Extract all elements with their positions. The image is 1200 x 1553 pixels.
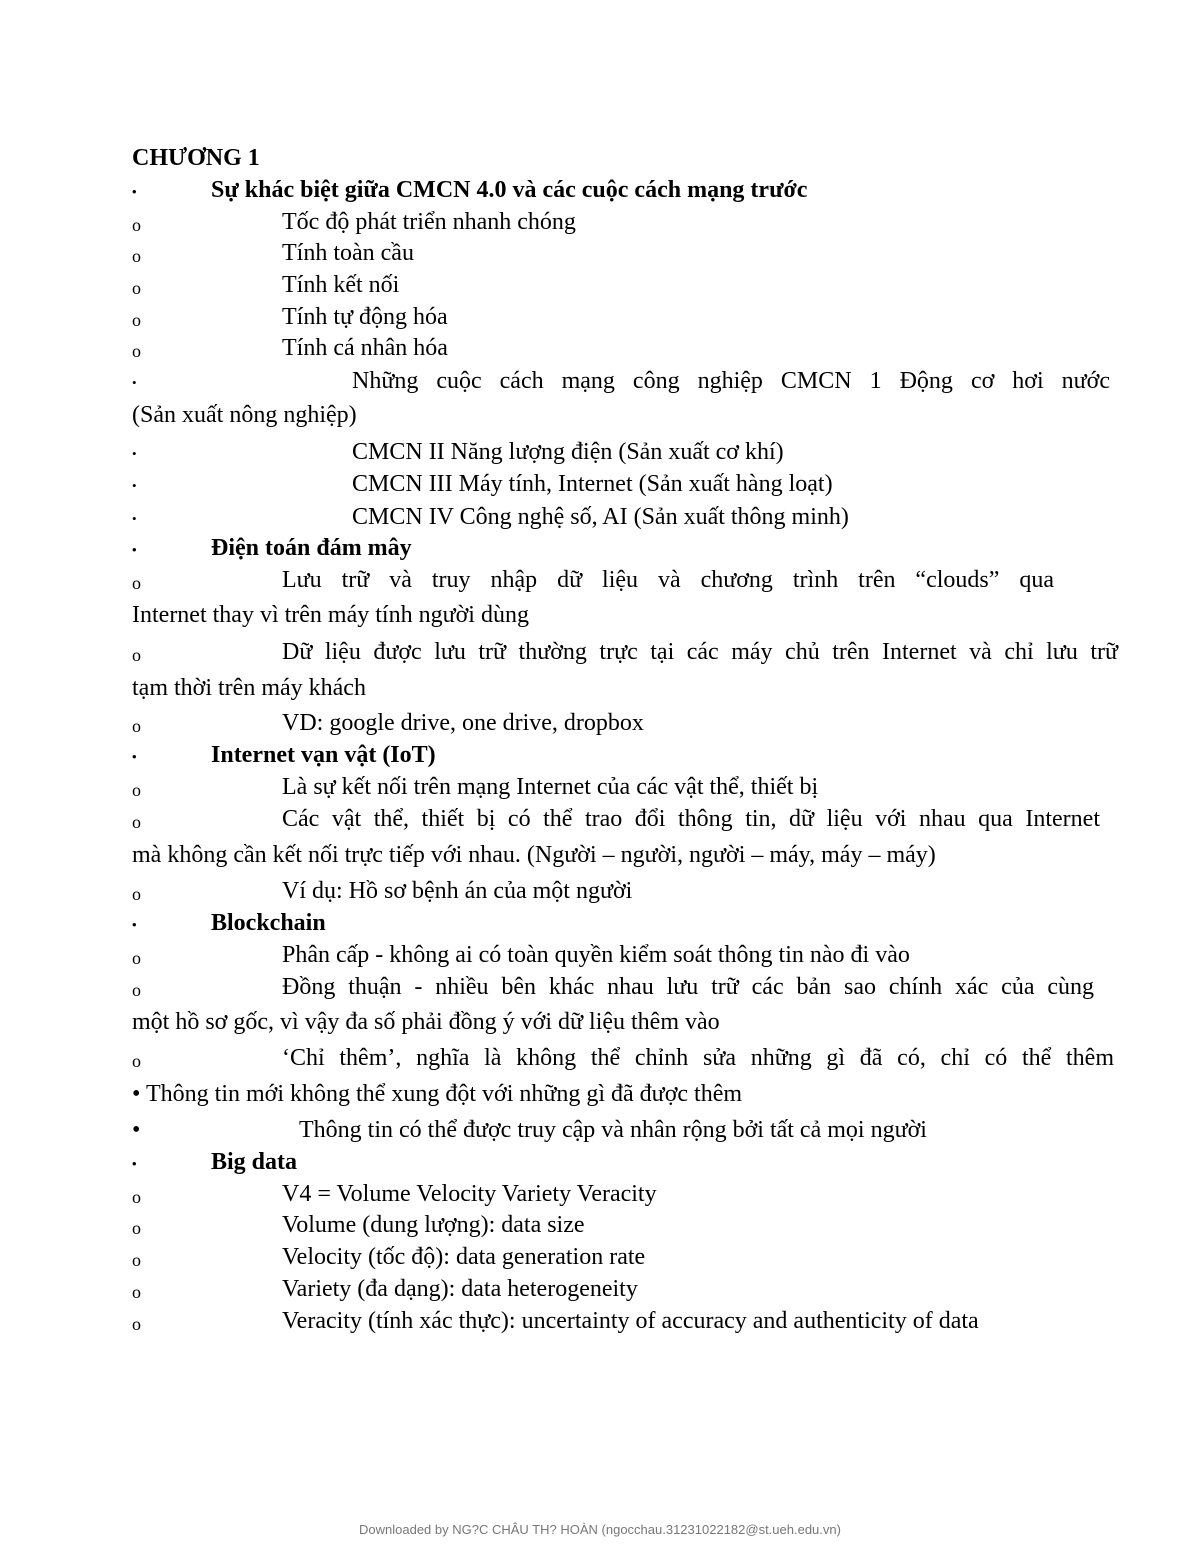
- list-item-continuation: (Sản xuất nông nghiệp): [132, 402, 357, 428]
- circle-bullet-icon: o: [132, 716, 141, 736]
- circle-bullet-icon: o: [132, 780, 141, 800]
- circle-bullet-icon: o: [132, 1187, 141, 1207]
- circle-bullet-icon: o: [132, 812, 141, 832]
- circle-bullet-icon: o: [132, 645, 141, 665]
- bullet-icon: •: [132, 917, 137, 932]
- list-item-continuation: • Thông tin mới không thể xung đột với những gì đã được thêm: [132, 1081, 743, 1107]
- large-bullet-icon: •: [132, 1117, 141, 1143]
- document-page: CHƯƠNG 1 • Sự khác biệt giữa CMCN 4.0 và các cuộc cách mạng trước o Tốc độ phát triển nhanh chóng o Tính toàn cầu o Tính kết nối o Tính tự động hóa o Tính cá nhân hóa • Những cuộc cách mạng công nghiệp CMCN 1 Động cơ hơi nước (Sản xuất nông nghiệp) • CMCN II Năng lượng điện (Sản xuất cơ khí) • CMCN III Máy tính, Internet (Sản xuất hàng loạt) • CMCN IV Công nghệ số, AI (Sản xuất thông minh) • Điện toán đám mây o Lưu trữ và truy nhập dữ liệu và chương trình trên “clouds” qua Internet thay vì trên máy tính người dùng o Dữ liệu được lưu trữ thường trực tại các máy chủ trên Internet và chỉ lưu trữ tạm thời trên máy khách o VD: google drive, one drive, dropbox • Internet vạn vật (IoT) o Là sự kết nối trên mạng Internet của các vật thể, thiết bị o Các vật thể, thiết bị có thể trao đổi thông tin, dữ liệu với nhau qua Internet mà không cần kết nối trực tiếp với nhau. (Người – người, người – máy, máy – máy) o Ví dụ: Hồ sơ bệnh án của một người • Blockchain o Phân cấp - không ai có toàn quyền kiểm soát thông tin nào đi vào o Đồng thuận - nhiều bên khác nhau lưu trữ các bản sao chính xác của cùng một hồ sơ gốc, vì vậy đa số phải đồng ý với dữ liệu thêm vào o ‘Chỉ thêm’, nghĩa là không thể chỉnh sửa những gì đã có, chỉ có thể thêm • Thông tin mới không thể xung đột với những gì đã được thêm • Thông tin có thể được truy cập và nhân rộng bởi tất cả mọi người • Big data o V4 = Volume Velocity Variety Veracity o Volume (dung lượng): data size o Velocity (tốc độ): data generation rate o Variety (đa dạng): data heterogeneity o Veracity (tính xác thực): uncertainty of accuracy and authenticity of data Downloaded by NG?C CHÂU TH? HOÀN (ngocchau.31231022182@st.ueh.edu.vn): [0, 0, 1200, 1553]
- bullet-icon: •: [132, 542, 137, 557]
- bullet-icon: •: [132, 749, 137, 764]
- circle-bullet-icon: o: [132, 246, 141, 266]
- bullet-icon: •: [132, 375, 137, 390]
- bullet-icon: •: [132, 184, 137, 199]
- list-item-continuation: Internet thay vì trên máy tính người dùng: [132, 602, 529, 628]
- bullet-icon: •: [132, 511, 137, 526]
- circle-bullet-icon: o: [132, 1282, 141, 1302]
- download-footer: Downloaded by NG?C CHÂU TH? HOÀN (ngocchau.31231022182@st.ueh.edu.vn): [359, 1522, 841, 1537]
- list-item-continuation: tạm thời trên máy khách: [132, 675, 366, 701]
- circle-bullet-icon: o: [132, 948, 141, 968]
- circle-bullet-icon: o: [132, 310, 141, 330]
- circle-bullet-icon: o: [132, 980, 141, 1000]
- circle-bullet-icon: o: [132, 341, 141, 361]
- circle-bullet-icon: o: [132, 1218, 141, 1238]
- circle-bullet-icon: o: [132, 1314, 141, 1334]
- chapter-heading: CHƯƠNG 1: [132, 145, 260, 171]
- bullet-icon: •: [132, 446, 137, 461]
- circle-bullet-icon: o: [132, 1250, 141, 1270]
- bullet-icon: •: [132, 478, 137, 493]
- list-item-continuation: mà không cần kết nối trực tiếp với nhau. (Người – người, người – máy, máy – máy): [132, 842, 936, 868]
- list-item-continuation: một hồ sơ gốc, vì vậy đa số phải đồng ý với dữ liệu thêm vào: [132, 1009, 720, 1035]
- circle-bullet-icon: o: [132, 215, 141, 235]
- large-bullet-icon: •: [132, 1081, 141, 1107]
- bullet-icon: •: [132, 1156, 137, 1171]
- circle-bullet-icon: o: [132, 1051, 141, 1071]
- circle-bullet-icon: o: [132, 278, 141, 298]
- circle-bullet-icon: o: [132, 573, 141, 593]
- circle-bullet-icon: o: [132, 884, 141, 904]
